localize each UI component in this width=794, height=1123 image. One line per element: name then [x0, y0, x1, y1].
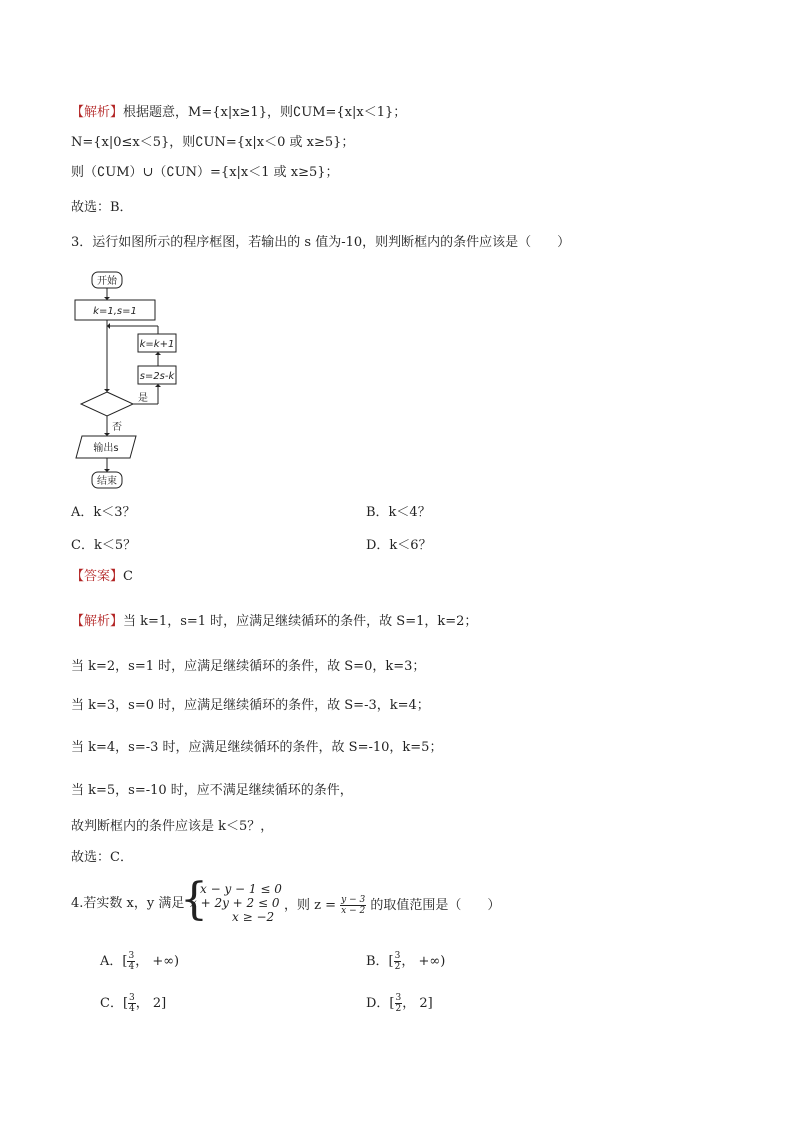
q3-analysis-6: 故判断框内的条件应该是 k＜5？， [71, 819, 274, 834]
q4-opt-d-post: ， 2] [402, 996, 433, 1011]
q4-sys-line-3: x ≥ −2 [232, 910, 275, 924]
q4-opt-a-post: ， +∞) [135, 954, 180, 969]
q4-stem-b: ，则 z = [284, 898, 337, 913]
flow-yes-label: 是 [138, 393, 148, 404]
flow-inc-label: k=k+1 [139, 339, 175, 350]
q3-option-a: A．k＜3？ [71, 505, 136, 520]
q4-opt-b-num: 3 [394, 951, 401, 961]
q4-opt-c-pre: C．[ [100, 996, 129, 1011]
q4-option-c [100, 993, 166, 1014]
flow-out-label: 输出s [93, 443, 119, 454]
flow-init-label: k=1,s=1 [93, 306, 137, 317]
analysis-line-2: N={x|0≤x＜5}，则∁UN={x|x＜0 或 x≥5}； [71, 135, 355, 150]
q4-frac-num: y − 3 [341, 895, 366, 905]
q4-option-b [366, 951, 445, 972]
q4-opt-c-post: ， 2] [135, 996, 167, 1011]
q4-sys-line-2: x + 2y + 2 ≤ 0 [190, 896, 280, 910]
q4-opt-c-frac [128, 993, 136, 1014]
q3-option-b: B．k＜4？ [366, 505, 431, 520]
q4-stem-c: 的取值范围是（ ） [370, 898, 501, 913]
q4-opt-a-num: 3 [128, 951, 135, 961]
q4-opt-d-num: 3 [395, 993, 402, 1003]
analysis-line-1 [71, 104, 406, 122]
analysis-line-4: 故选：B． [71, 200, 133, 215]
q3-answer [71, 568, 133, 586]
flow-decision-diamond [81, 392, 133, 416]
flow-end-label: 结束 [97, 476, 117, 487]
q4-opt-d-pre: D．[ [366, 996, 395, 1011]
q3-analysis-5: 当 k=5，s=-10 时，应不满足继续循环的条件， [71, 783, 353, 798]
q4-opt-c-num: 3 [129, 993, 135, 1003]
q3-analysis-7: 故选：C． [71, 850, 133, 865]
flow-start-label: 开始 [97, 276, 117, 287]
q3-analysis-4: 当 k=4，s=-3 时，应满足继续循环的条件，故 S=-10，k=5； [71, 740, 443, 755]
q3-analysis-2: 当 k=2，s=1 时，应满足继续循环的条件，故 S=0，k=3； [71, 659, 426, 674]
q4-opt-c-den: 4 [129, 1004, 135, 1014]
answer-value: C [123, 569, 133, 584]
flow-no-label: 否 [112, 422, 122, 433]
q4-opt-b-pre: B．[ [366, 954, 394, 969]
q4-sys-line-1: x − y − 1 ≤ 0 [200, 882, 282, 896]
q3-analysis-3: 当 k=3，s=0 时，应满足继续循环的条件，故 S=-3，k=4； [71, 698, 430, 713]
q4-opt-b-den: 2 [394, 962, 401, 972]
q4-fraction [340, 895, 366, 916]
q4-opt-a-pre: A．[ [100, 954, 128, 969]
analysis-text-1: 根据题意，M={x|x≥1}，则∁UM={x|x＜1}； [123, 105, 407, 120]
q4-opt-b-post: ， +∞) [401, 954, 446, 969]
q4-stem-a: 4.若实数 x，y 满足 [71, 896, 185, 911]
q4-system-brace: { [180, 874, 208, 925]
q4-opt-a-den: 4 [128, 962, 135, 972]
flowchart [70, 268, 180, 492]
answer-tag: 【答案】 [71, 569, 124, 584]
q3-analysis-text-1: 当 k=1，s=1 时，应满足继续循环的条件，故 S=1，k=2； [123, 614, 478, 629]
q3-option-c: C．k＜5？ [71, 538, 137, 553]
flow-upd-label: s=2s-k [139, 371, 175, 382]
q4-option-d [366, 993, 433, 1014]
q3-stem: 3．运行如图所示的程序框图，若输出的 s 值为-10，则判断框内的条件应该是（ ） [71, 235, 571, 250]
q4-frac-den: x − 2 [341, 906, 366, 916]
q3-option-d: D．k＜6？ [366, 538, 432, 553]
analysis-tag: 【解析】 [71, 105, 124, 120]
q4-option-a [100, 951, 179, 972]
q3-analysis-1 [71, 613, 477, 631]
q3-analysis-tag: 【解析】 [71, 614, 124, 629]
q4-system [190, 882, 282, 924]
q4-stem-rest [284, 895, 500, 916]
q4-opt-d-den: 2 [395, 1004, 402, 1014]
analysis-line-3: 则（∁UM）∪（∁UN）={x|x＜1 或 x≥5}； [71, 165, 339, 180]
